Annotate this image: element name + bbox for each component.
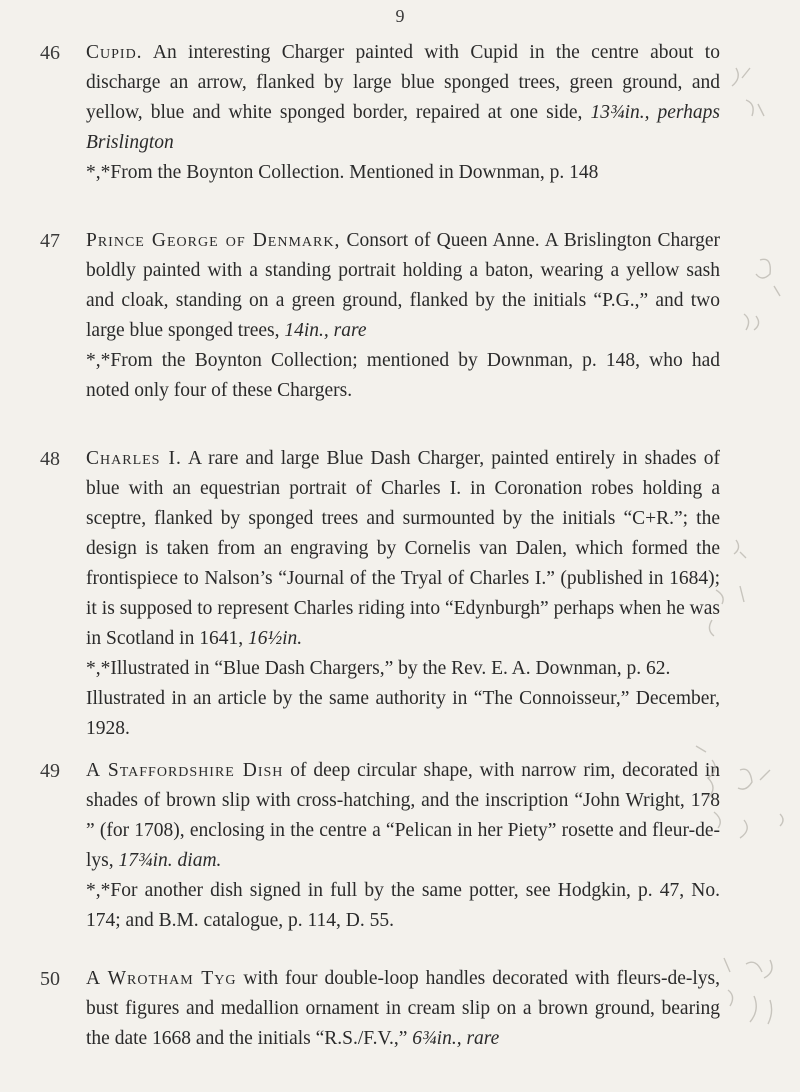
lot-note: *,*From the Boynton Collection. Mentioned in Downman, p. 148	[86, 162, 599, 183]
lot-description-block	[86, 226, 720, 406]
lot-description-block	[86, 38, 720, 188]
lot-title: A Wrotham Tyg	[86, 968, 237, 989]
lot-description: Consort of Queen Anne. A Brislington Charger boldly painted with a standing portrait holding a baton, wearing a yellow sash and cloak, standing on a green ground, flanked by the initials “P.G.,” and two large blue sponged trees,	[86, 230, 721, 341]
lot-size: 17¾in. diam.	[118, 850, 222, 871]
lot-size: 13¾in., perhaps Brislington	[86, 102, 720, 153]
lot-note: *,*For another dish signed in full by the same potter, see Hodgkin, p. 47, No. 174; and B.M. catalogue, p. 114, D. 55.	[86, 880, 720, 931]
lot-title: Cupid.	[86, 42, 143, 63]
lot-50	[40, 964, 720, 1054]
lot-description-block	[86, 964, 720, 1054]
lot-48	[40, 444, 720, 744]
lot-description: of deep circular shape, with narrow rim, decorated in shades of brown slip with cross-hatching, and the inscription “John Wright, 178 ” (for 1708), enclosing in the centre a “Pelican in her Piety” rosette and fleur-de-lys,	[86, 760, 720, 871]
lot-note-secondary: Illustrated in an article by the same authority in “The Connoisseur,” December, 1928.	[86, 688, 720, 739]
lot-description: A rare and large Blue Dash Charger, painted entirely in shades of blue with an equestrian portrait of Charles I. in Coronation robes holding a sceptre, flanked by sponged trees and surmounted by the initials “C+R.”; the design is taken from an engraving by Cornelis van Dalen, which formed the frontispiece to Nalson’s “Journal of the Tryal of Charles I.” (published in 1684); it is supposed to represent Charles riding into “Edynburgh” perhaps when he was in Scotland in 1641,	[86, 448, 720, 649]
lot-title: Charles I.	[86, 448, 182, 469]
lot-note: *,*Illustrated in “Blue Dash Chargers,” by the Rev. E. A. Downman, p. 62.	[86, 658, 671, 679]
lot-number: 48	[40, 448, 60, 470]
lot-title: Prince George of Denmark,	[86, 230, 341, 251]
lot-size: 14in., rare	[284, 320, 367, 341]
lot-47	[40, 226, 720, 406]
lot-number: 50	[40, 968, 60, 990]
page-number: 9	[395, 6, 405, 26]
lot-size: 6¾in., rare	[412, 1028, 500, 1049]
lot-title: A Staffordshire Dish	[86, 760, 284, 781]
lot-size: 16½in.	[247, 628, 303, 649]
lot-49	[40, 756, 720, 936]
lot-description: with four double-loop handles decorated with fleurs-de-lys, bust figures and medallion ornament in cream slip on a brown ground, bearing the date 1668 and the initials “R.S./F.V.,”	[86, 968, 721, 1049]
lot-note: *,*From the Boynton Collection; mentioned by Downman, p. 148, who had noted only four of these Chargers.	[86, 350, 720, 401]
lot-description-block	[86, 756, 720, 936]
lot-number: 46	[40, 42, 60, 64]
lot-description: An interesting Charger painted with Cupid in the centre about to discharge an arrow, flanked by large blue sponged trees, green ground, and yellow, blue and white sponged border, repaired at one side,	[86, 42, 720, 123]
lot-description-block	[86, 444, 720, 744]
lot-46	[40, 38, 720, 188]
lot-number: 49	[40, 760, 60, 782]
lot-number: 47	[40, 230, 60, 252]
